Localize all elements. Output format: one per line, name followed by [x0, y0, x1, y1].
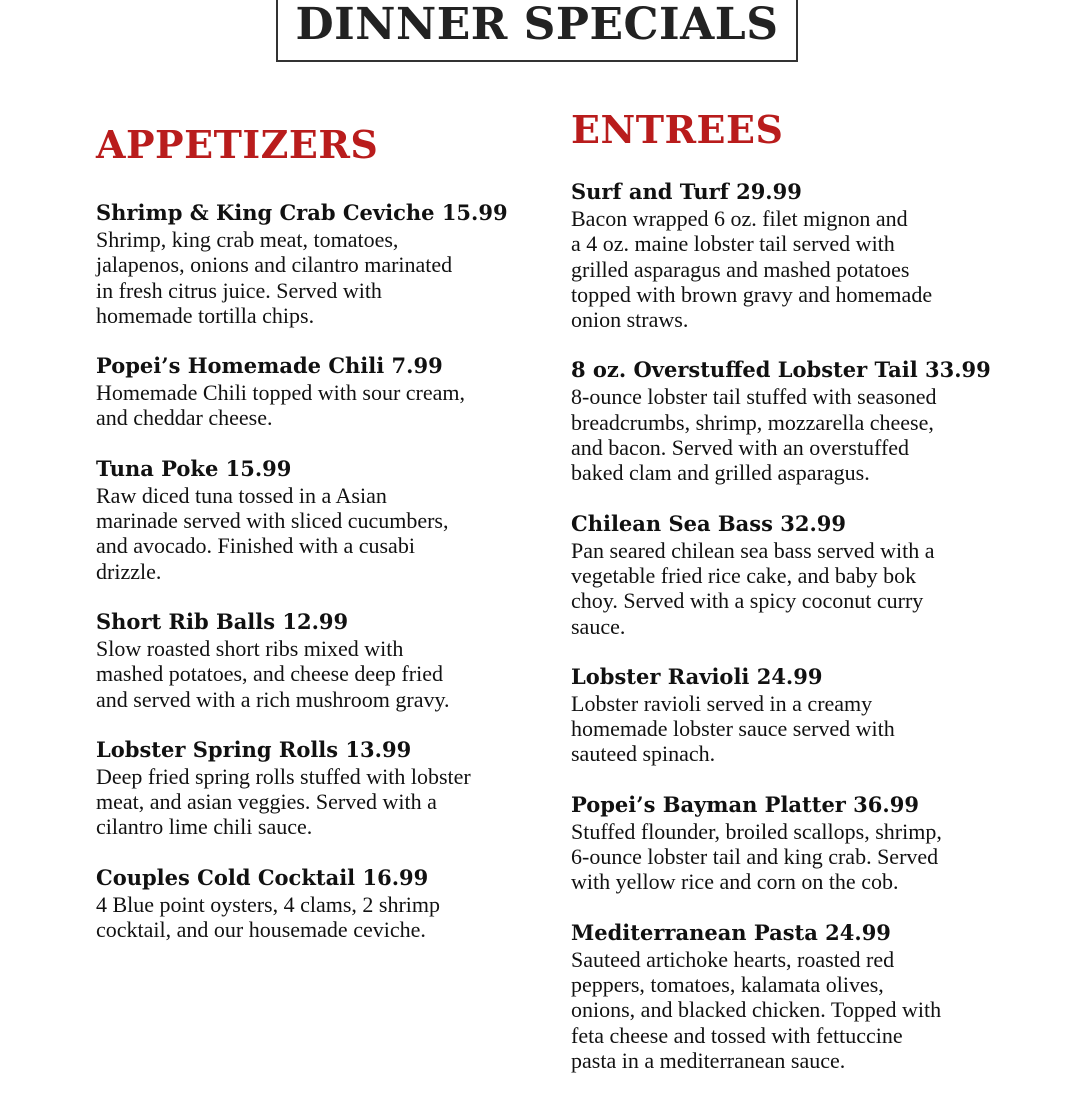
description-line: sauce. [571, 613, 626, 639]
menu-item [571, 178, 1021, 332]
appetizers-heading: APPETIZERS [96, 122, 379, 167]
description-line: pasta in a mediterranean sauce. [571, 1047, 846, 1073]
menu-item [571, 663, 1021, 767]
description-line: and bacon. Served with an overstuffed [571, 435, 910, 461]
description-line: in fresh citrus juice. Served with [96, 277, 382, 303]
description-line: Slow roasted short ribs mixed with [96, 635, 404, 661]
menu-item-name: Short Rib Balls 12.99 [96, 608, 349, 634]
description-line: cilantro lime chili sauce. [96, 814, 313, 840]
description-line: with yellow rice and corn on the cob. [571, 869, 899, 895]
menu-item-description [571, 384, 1021, 485]
menu-item-name: 8 oz. Overstuffed Lobster Tail 33.99 [571, 357, 991, 383]
description-line: 6-ounce lobster tail and king crab. Served [571, 844, 939, 870]
menu-item-description [571, 947, 1021, 1073]
description-line: and cheddar cheese. [96, 405, 273, 431]
menu-item-description [96, 380, 546, 431]
description-line: onions, and blacked chicken. Topped with [571, 997, 942, 1023]
menu-item [96, 455, 546, 584]
description-line: meat, and asian veggies. Served with a [96, 789, 437, 815]
menu-item-description [571, 538, 1021, 639]
description-line: Lobster ravioli served in a creamy [571, 690, 873, 716]
menu-item [571, 510, 1021, 639]
menu-item-name: Shrimp & King Crab Ceviche 15.99 [96, 200, 508, 225]
menu-item-name: Tuna Poke 15.99 [96, 455, 292, 481]
page-title: DINNER SPECIALS [295, 0, 779, 50]
menu-item [571, 791, 1021, 895]
menu-item [96, 199, 546, 328]
description-line: onion straws. [571, 307, 689, 333]
menu-item-description [96, 636, 546, 712]
menu-item [571, 356, 1021, 485]
description-line: jalapenos, onions and cilantro marinated [96, 252, 453, 278]
menu-item-description [571, 819, 1021, 895]
menu-item [96, 352, 546, 431]
menu-item-description [96, 892, 546, 943]
description-line: Pan seared chilean sea bass served with a [571, 537, 935, 563]
menu-item-name: Popei’s Homemade Chili 7.99 [96, 353, 443, 379]
description-line: Bacon wrapped 6 oz. filet mignon and [571, 206, 908, 231]
entrees-list [571, 178, 1021, 1097]
description-line: cocktail, and our housemade ceviche. [96, 917, 426, 943]
menu-item-name: Couples Cold Cocktail 16.99 [96, 864, 429, 890]
description-line: a 4 oz. maine lobster tail served with [571, 231, 895, 257]
description-line: peppers, tomatoes, kalamata olives, [571, 971, 884, 997]
description-line: mashed potatoes, and cheese deep fried [96, 661, 443, 687]
description-line: marinade served with sliced cucumbers, [96, 508, 449, 534]
description-line: homemade tortilla chips. [96, 302, 315, 328]
description-line: Raw diced tuna tossed in a Asian [96, 482, 387, 508]
description-line: drizzle. [96, 558, 162, 584]
description-line: baked clam and grilled asparagus. [571, 460, 870, 486]
menu-item-name: Popei’s Bayman Platter 36.99 [571, 791, 919, 817]
title-banner [276, 0, 798, 62]
menu-item [96, 736, 546, 840]
description-line: Shrimp, king crab meat, tomatoes, [96, 227, 399, 252]
menu-item-name: Mediterranean Pasta 24.99 [571, 919, 891, 945]
description-line: grilled asparagus and mashed potatoes [571, 256, 910, 282]
description-line: Sauteed artichoke hearts, roasted red [571, 946, 895, 972]
description-line: breadcrumbs, shrimp, mozzarella cheese, [571, 409, 934, 435]
description-line: Homemade Chili topped with sour cream, [96, 380, 466, 406]
description-line: Stuffed flounder, broiled scallops, shrimp, [571, 818, 942, 844]
menu-item-description [571, 206, 1021, 332]
description-line: Deep fried spring rolls stuffed with lobster [96, 763, 471, 789]
menu-item-name: Surf and Turf 29.99 [571, 179, 802, 204]
description-line: choy. Served with a spicy coconut curry [571, 588, 924, 614]
menu-item-description [96, 483, 546, 584]
description-line: topped with brown gravy and homemade [571, 281, 933, 307]
menu-item-description [96, 764, 546, 840]
description-line: and served with a rich mushroom gravy. [96, 686, 450, 712]
description-line: vegetable fried rice cake, and baby bok [571, 562, 917, 588]
description-line: sauteed spinach. [571, 741, 716, 767]
menu-item-name: Lobster Ravioli 24.99 [571, 663, 823, 689]
menu-item [96, 864, 546, 943]
description-line: 8-ounce lobster tail stuffed with seasoned [571, 384, 937, 410]
entrees-heading: ENTREES [571, 107, 784, 152]
description-line: feta cheese and tossed with fettuccine [571, 1022, 903, 1048]
menu-item-description [571, 691, 1021, 767]
menu-item [571, 919, 1021, 1073]
description-line: 4 Blue point oysters, 4 clams, 2 shrimp [96, 891, 441, 917]
description-line: homemade lobster sauce served with [571, 716, 895, 742]
menu-item-name: Chilean Sea Bass 32.99 [571, 510, 846, 536]
description-line: and avocado. Finished with a cusabi [96, 533, 415, 559]
menu-item [96, 608, 546, 712]
appetizers-list [96, 199, 546, 966]
menu-item-name: Lobster Spring Rolls 13.99 [96, 736, 412, 762]
menu-item-description [96, 227, 546, 328]
